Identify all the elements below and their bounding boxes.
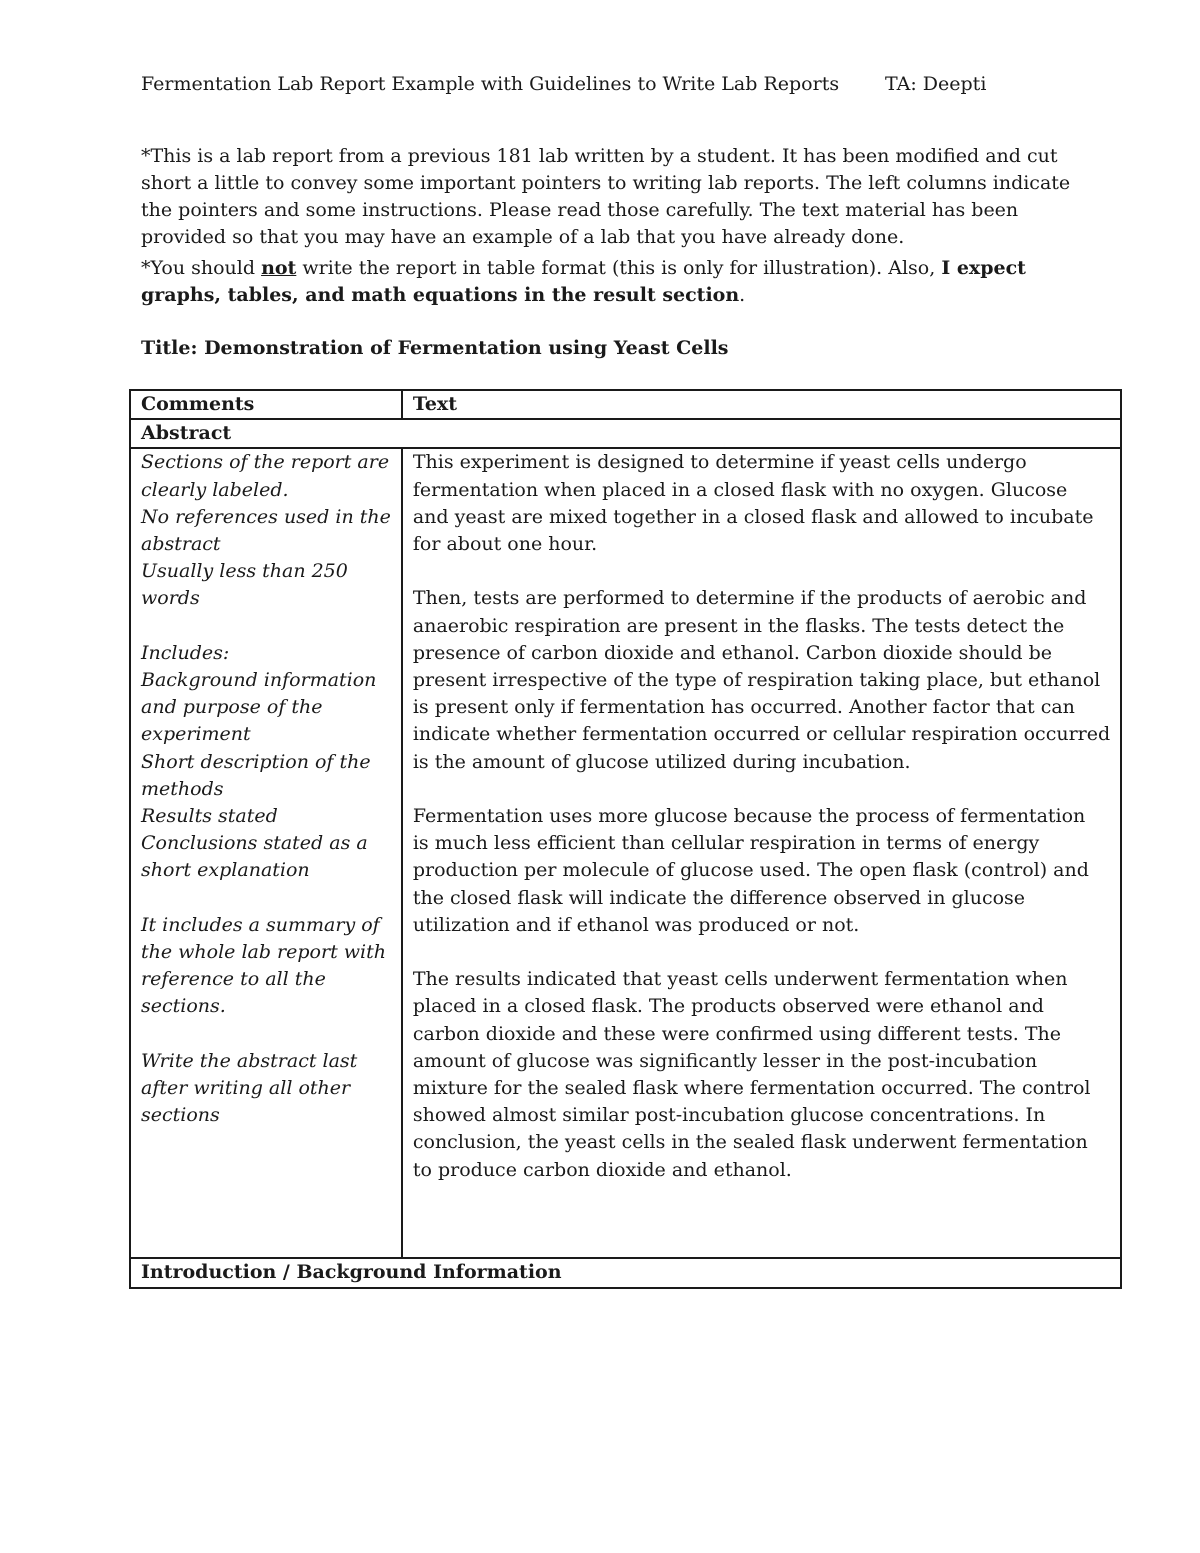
intro-paragraph-2 — [141, 255, 1046, 309]
intro-line — [141, 255, 1046, 282]
intro-text: write the report in table format (this is only for illustration). Also, — [296, 257, 942, 279]
emphasis-expect: I expect — [941, 257, 1026, 279]
page-header — [141, 73, 1041, 95]
blank-line — [141, 613, 391, 640]
text-line: and yeast are mixed together in a closed flask and allowed to incubate — [412, 505, 1094, 528]
section-label-abstract: Abstract — [130, 419, 1121, 448]
text-line: the closed flask will indicate the difference observed in glucose — [412, 886, 1026, 909]
intro-line: *This is a lab report from a previous 181 lab written by a student. It has been modified and cut — [141, 145, 1058, 167]
intro-notes — [141, 143, 1071, 309]
comment-line: Includes: — [141, 641, 230, 664]
comment-line: short explanation — [141, 859, 310, 882]
blank-line — [413, 558, 1110, 585]
blank-line — [413, 939, 1110, 966]
comment-line: reference to all the — [141, 968, 326, 991]
text-line: showed almost similar post-incubation glucose concentrations. In — [412, 1104, 1046, 1127]
intro-line: the pointers and some instructions. Please read those carefully. The text material has been — [141, 199, 1019, 221]
text-line: Fermentation uses more glucose because the process of fermentation — [412, 805, 1086, 828]
section-row-introduction — [130, 1258, 1121, 1287]
comment-line: Results stated — [141, 805, 278, 828]
text-line: indicate whether fermentation occurred or cellular respiration occurred — [412, 723, 1111, 746]
comment-line: It includes a summary of — [141, 913, 380, 936]
blank-line — [141, 1021, 391, 1048]
comment-line: abstract — [141, 533, 221, 556]
intro-text: . — [739, 284, 746, 306]
section-row-abstract — [130, 419, 1121, 448]
intro-text: *You should — [141, 257, 262, 279]
comment-line: Sections of the report are — [141, 451, 390, 474]
intro-line: provided so that you may have an example of a lab that you have already done. — [141, 226, 905, 248]
comment-line: No references used in the — [141, 505, 391, 528]
comment-line: Usually less than 250 — [141, 560, 348, 583]
comment-line: sections — [141, 1104, 220, 1127]
column-header-comments: Comments — [130, 390, 402, 419]
text-line: Then, tests are performed to determine if the products of aerobic and — [412, 587, 1087, 610]
blank-line — [141, 885, 391, 912]
comment-line: and purpose of the — [141, 696, 323, 719]
header-ta: TA: Deepti — [885, 73, 987, 95]
text-line: production per molecule of glucose used. The open flask (control) and — [412, 859, 1089, 882]
text-line: carbon dioxide and these were confirmed using different tests. The — [412, 1022, 1062, 1045]
comment-line: Background information — [141, 669, 377, 692]
text-line: The results indicated that yeast cells underwent fermentation when — [412, 968, 1068, 991]
intro-paragraph-1 — [141, 143, 1071, 251]
text-line: mixture for the sealed flask where fermentation occurred. The control — [412, 1077, 1091, 1100]
report-title: Title: Demonstration of Fermentation using Yeast Cells — [141, 337, 729, 359]
text-line: anaerobic respiration are present in the flasks. The tests detect the — [412, 614, 1065, 637]
comment-line: the whole lab report with — [141, 941, 386, 964]
intro-line — [141, 282, 1046, 309]
column-header-text: Text — [402, 390, 1121, 419]
text-line: amount of glucose was significantly lesser in the post-incubation — [412, 1049, 1038, 1072]
text-cell — [402, 448, 1121, 1258]
comment-line: clearly labeled. — [141, 478, 289, 501]
comment-line: methods — [141, 777, 224, 800]
text-line: utilization and if ethanol was produced or not. — [412, 913, 860, 936]
comment-line: Conclusions stated as a — [141, 832, 368, 855]
text-line: placed in a closed flask. The products observed were ethanol and — [412, 995, 1044, 1018]
table-header-row — [130, 390, 1121, 419]
section-label-introduction: Introduction / Background Information — [130, 1258, 1121, 1287]
text-line: presence of carbon dioxide and ethanol. Carbon dioxide should be — [412, 641, 1052, 664]
intro-line: short a little to convey some important pointers to writing lab reports. The left columns indicate — [141, 172, 1071, 194]
text-line: is the amount of glucose utilized during incubation. — [412, 750, 911, 773]
text-line: is much less efficient than cellular respiration in terms of energy — [412, 832, 1040, 855]
text-line: fermentation when placed in a closed flask with no oxygen. Glucose — [412, 478, 1068, 501]
comment-line: Write the abstract last — [141, 1049, 358, 1072]
text-line: conclusion, the yeast cells in the sealed flask underwent fermentation — [412, 1131, 1088, 1154]
comment-line: words — [141, 587, 200, 610]
text-line: present irrespective of the type of respiration taking place, but ethanol — [412, 669, 1101, 692]
comment-line: sections. — [141, 995, 226, 1018]
emphasis-results: graphs, tables, and math equations in the result section — [141, 284, 740, 306]
blank-line — [413, 776, 1110, 803]
text-line: for about one hour. — [412, 533, 598, 556]
text-line: to produce carbon dioxide and ethanol. — [412, 1158, 792, 1181]
guidelines-table — [129, 389, 1122, 1289]
comment-line: experiment — [141, 723, 251, 746]
comment-line: Short description of the — [141, 750, 371, 773]
header-title: Fermentation Lab Report Example with Guidelines to Write Lab Reports — [141, 73, 840, 95]
emphasis-not: not — [261, 257, 297, 279]
text-line: This experiment is designed to determine if yeast cells undergo — [412, 451, 1027, 474]
table-row — [130, 448, 1121, 1258]
text-line: is present only if fermentation has occurred. Another factor that can — [412, 696, 1075, 719]
comments-cell — [130, 448, 402, 1258]
comment-line: after writing all other — [141, 1077, 351, 1100]
